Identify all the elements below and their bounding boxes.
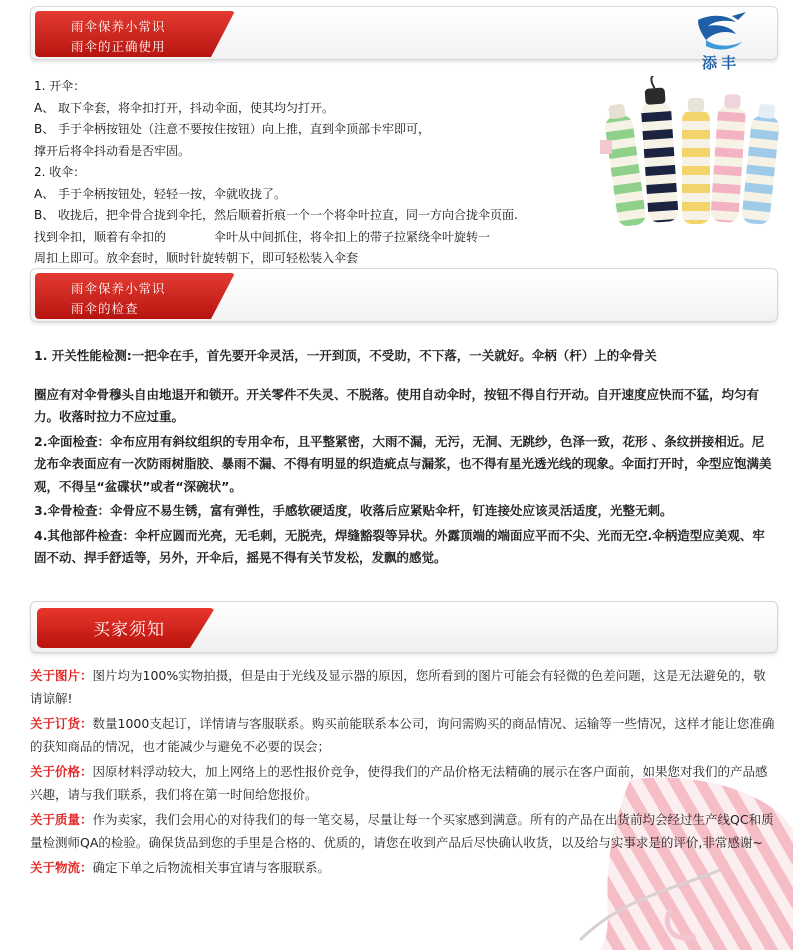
inspection-item: 4.其他部件检查：伞杆应圆而光亮，无毛刺，无脱壳，焊缝豁裂等异状。外露顶端的端面应平而不尖、光而无空.伞柄造型应美观、牢固不动、捍手舒适等，另外，开伞后，摇晃不得有关节发松，发飘的感觉。 bbox=[34, 527, 765, 565]
close-step-a: A、 手于伞柄按钮处，轻轻一按，伞就收拢了。 bbox=[34, 186, 287, 201]
buyer-note-item bbox=[30, 760, 776, 806]
note-text: 作为卖家，我们会用心的对待我们的每一笔交易，尽量让每一个买家感到满意。所有的产品在出货前均会经过生产线QC和质量检测师QA的检验。确保货品到您的手里是合格的、优质的，请您在收到产品后尽快确认收货，以及给与实事求是的评价,非常感谢~ bbox=[30, 812, 774, 850]
buyer-note-item bbox=[30, 664, 776, 710]
inspection-item: 圈应有对伞骨穆头自由地退开和锁开。开关零件不失灵、不脱落。使用自动伞时，按钮不得自行开动。自开速度应快而不猛，均匀有力。收落时拉力不应过重。 bbox=[34, 386, 760, 424]
close-title: 2. 收伞： bbox=[34, 165, 86, 179]
note-label: 关于质量： bbox=[30, 812, 93, 827]
buyer-note-item bbox=[30, 808, 776, 854]
banner-title: 雨伞保养小常识 bbox=[71, 19, 166, 34]
buyer-note-item bbox=[30, 856, 776, 879]
folded-umbrellas-image bbox=[600, 76, 785, 241]
note-label: 关于订货： bbox=[30, 716, 93, 731]
note-label: 关于价格： bbox=[30, 764, 93, 779]
note-label: 关于图片： bbox=[30, 668, 93, 683]
banner-subtitle: 雨伞的检查 bbox=[71, 301, 139, 316]
open-step-b-cont: 撑开后将伞抖动看是否牢固。 bbox=[34, 143, 191, 158]
close-step-b: B、 收拢后，把伞骨合拢到伞托，然后顺着折痕一个一个将伞叶拉直，同一方向合拢伞页面. bbox=[34, 208, 518, 222]
open-step-a: A、 取下伞套，将伞扣打开，抖动伞面，使其均匀打开。 bbox=[34, 100, 335, 115]
section-banner-buyer bbox=[30, 601, 778, 653]
open-step-b: B、 手于伞柄按钮处（注意不要按住按钮）向上推，直到伞顶部卡牢即可， bbox=[34, 122, 431, 136]
brand-logo bbox=[686, 12, 756, 76]
close-step-b-end: 周扣上即可。放伞套时，顺时针旋转朝下，即可轻松装入伞套 bbox=[34, 251, 359, 265]
section-banner-usage bbox=[30, 6, 778, 60]
banner-title: 雨伞保养小常识 bbox=[71, 281, 166, 296]
note-text: 确定下单之后物流相关事宜请与客服联系。 bbox=[92, 860, 331, 875]
note-text: 图片均为100%实物拍摄，但是由于光线及显示器的原因，您所看到的图片可能会有轻微的色差问题，这是无法避免的，敬请谅解! bbox=[30, 668, 766, 706]
swallow-icon bbox=[692, 12, 750, 52]
inspection-item: 2.伞面检查：伞布应用有斜纹组织的专用伞布，且平整紧密，大雨不漏，无污，无洞、无跳纱，色泽一致，花形 、条纹拼接相近。尼龙布伞表面应有一次防雨树脂胶、暴雨不漏、不得有明显的织造疵点与漏浆，也不得有星光透光线的现象。伞面打开时，伞型应饱满美观，不得呈“盆碟状”或者“深碗状”。 bbox=[34, 433, 772, 494]
close-step-b-cont-b: 伞叶从中间抓住，将伞扣上的带子拉紧绕伞叶旋转一 bbox=[214, 229, 491, 244]
inspection-list bbox=[34, 345, 776, 572]
note-text: 因原材料浮动较大，加上网络上的恶性报价竞争，使得我们的产品价格无法精确的展示在客户面前，如果您对我们的产品感兴趣，请与我们联系，我们将在第一时间给您报价。 bbox=[30, 764, 768, 802]
note-label: 关于物流： bbox=[30, 860, 93, 875]
section-banner-inspection bbox=[30, 268, 778, 322]
buyer-notes bbox=[30, 664, 776, 881]
logo-text: 添丰 bbox=[701, 54, 740, 72]
buyer-note-item bbox=[30, 712, 776, 758]
open-title: 1. 开伞： bbox=[34, 79, 86, 93]
close-step-b-cont-a: 找到伞扣，顺着有伞扣的 bbox=[34, 229, 167, 244]
inspection-item: 3.伞骨检查：伞骨应不易生锈，富有弹性，手感软硬适度，收落后应紧贴伞杆，钉连接处应该灵活适度，光整无刺。 bbox=[34, 503, 673, 518]
inspection-item: 1. 开关性能检测:一把伞在手，首先要开伞灵活，一开到顶，不受助，不下落，一关就好。伞柄（杆）上的伞骨关 bbox=[34, 348, 657, 363]
banner-title: 买家须知 bbox=[93, 620, 165, 640]
note-text: 数量1000支起订，详情请与客服联系。购买前能联系本公司，询问需购买的商品情况、运输等一些情况，这样才能让您准确的获知商品的情况，也才能减少与避免不必要的误会； bbox=[30, 716, 775, 754]
banner-subtitle: 雨伞的正确使用 bbox=[71, 39, 166, 54]
